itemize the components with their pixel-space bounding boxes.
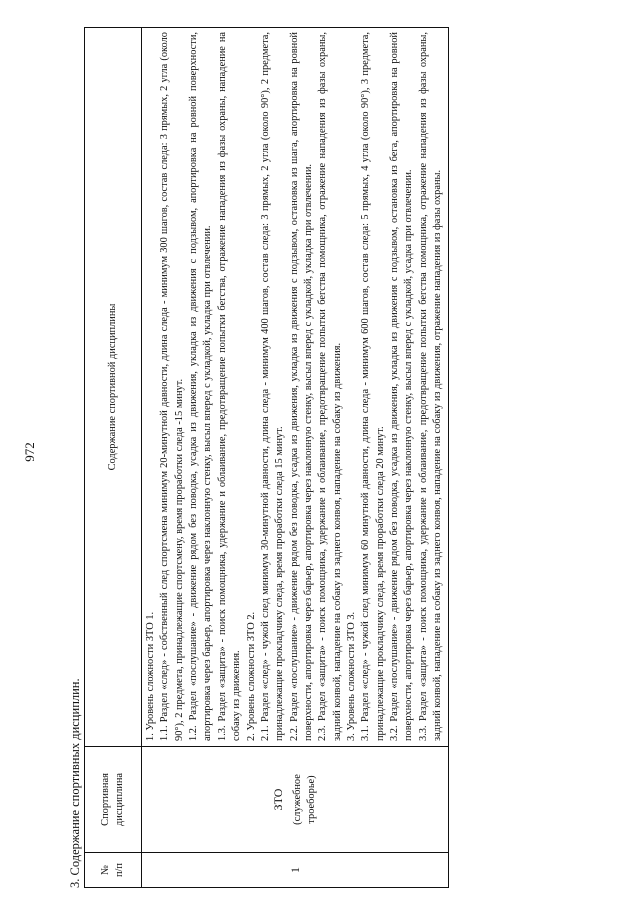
discipline-name: ЗТО xyxy=(271,788,286,811)
content-line: 2. Уровень сложности ЗТО 2. xyxy=(245,611,257,741)
discipline-full-name: (служебное троеборье) xyxy=(291,774,318,825)
content-line: 1. Уровень сложности ЗТО 1. xyxy=(145,611,156,741)
content-line: 1.2. Раздел «послушание» - движение рядом без поводка, усадка из движения, укладка из движения с подзывом, апортировка на ровной поверхности, апортировка через барьер, апортировка через наклонную стенку, высыл вперед с укладкой, укладка при отвлечении. xyxy=(188,32,214,741)
section-heading: 3. Содержание спортивных дисциплин. xyxy=(68,678,82,888)
content-line: 3.1. Раздел «след» - чужой след минимум 60 минутной давности, длина следа - минимум 600 шагов, состав следа: 5 прямых, 4 угла (около 90°), 3 предмета, принадлежащие прокладчику следа, время проработки следа 20 минут. xyxy=(360,32,386,741)
table-header-row xyxy=(85,28,142,888)
content-line: 1.3. Раздел «защита» - поиск помощника, удержание и облаивание, предотвращение попытки бегства, отражение нападения из фазы охраны, нападение на собаку из движения. xyxy=(216,32,243,741)
disciplines-table xyxy=(84,27,449,888)
content-line: 3. Уровень сложности ЗТО 3. xyxy=(346,611,358,741)
discipline-cell xyxy=(142,747,449,853)
content-line: 1.1. Раздел «след» - собственный след спортсмена минимум 20-минутной давности, длина следа - минимум 300 шагов, состав следа: 3 прямых, 2 угла (около 90°), 2 предмета, принадлежащие спортсмену, время проработки следа -15 минут. xyxy=(159,32,185,741)
content-line: 3.3. Раздел «защита» - поиск помощника, удержание и облаивание, предотвращение попытки бегства помощника, отражение нападения из фазы охраны, задний конвой, нападение на собаку из заднего конвоя, нападение на собаку из движения, отражение нападения из фазы охраны. xyxy=(417,32,444,741)
header-discipline: Спортивная дисциплина xyxy=(85,747,142,853)
row-number: 1 xyxy=(142,853,449,888)
content-line: 2.1. Раздел «след» - чужой след минимум 30-минутной давности, длина следа - минимум 400 шагов, состав следа: 3 прямых, 2 угла (около 90°), 2 предмета, принадлежащие прокладчику следа, время проработки следа 15 минут. xyxy=(259,32,286,741)
header-content: Содержание спортивной дисциплины xyxy=(85,28,142,747)
content-cell xyxy=(142,28,449,747)
content-line: 3.2. Раздел «послушание» - движение рядом без поводка, усадка из движения, укладка из движения с подзывом, остановка из бега, апортировка на ровной поверхности, апортировка через барьер, апортировка через наклонную стенку, высыл вперед с укладкой, усадка при отвлечении. xyxy=(389,32,415,741)
rotated-page-content xyxy=(66,28,586,888)
content-line: 2.3. Раздел «защита» - поиск помощника, удержание и облаивание, предотвращение попытки бегства помощника, отражение нападения из фазы охраны, задний конвой, нападение на собаку из заднего конвоя, нападение на собаку из движения. xyxy=(317,32,343,741)
page-number: 972 xyxy=(22,442,37,462)
content-line: 2.2. Раздел «послушание» - движение рядом без поводка, усадка из движения, укладка из движения с подзывом, остановка из шага, апортировка на ровной поверхности, апортировка через барьер, апортировка через наклонную стенку, высыл вперед с укладкой, укладка при отвлечении. xyxy=(288,32,314,741)
header-num: № п/п xyxy=(85,853,142,888)
table-row xyxy=(142,28,449,888)
